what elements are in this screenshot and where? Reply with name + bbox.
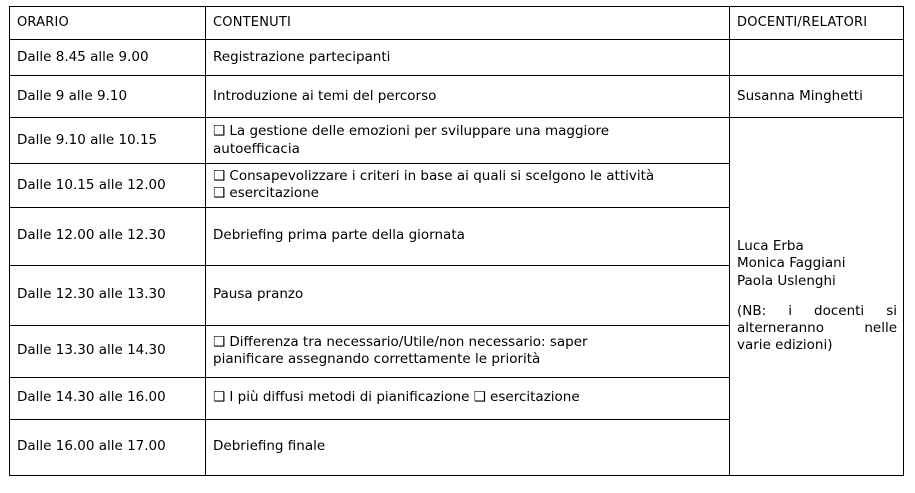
column-header-contenuti: CONTENUTI: [206, 7, 730, 40]
content-line: Debriefing finale: [213, 438, 326, 455]
cell-speaker-group: [730, 118, 904, 476]
cell-speaker-minghetti: Susanna Minghetti: [730, 76, 904, 118]
spacer: [737, 290, 897, 303]
table-header-row: [10, 7, 904, 40]
content-line: Introduzione ai temi del percorso: [213, 87, 437, 104]
speaker-note: (NB: i docenti si alterneranno nelle varie edizioni): [737, 302, 897, 354]
cell-content: [206, 419, 730, 475]
column-header-orario: ORARIO: [10, 7, 206, 40]
cell-time: Dalle 12.00 alle 12.30: [10, 207, 206, 265]
cell-time: Dalle 14.30 alle 16.00: [10, 377, 206, 419]
cell-content: [206, 325, 730, 377]
cell-content: [206, 265, 730, 325]
table-row: [10, 76, 904, 118]
cell-time: Dalle 9 alle 9.10: [10, 76, 206, 118]
content-line: ❑ esercitazione: [213, 185, 319, 202]
cell-content: [206, 76, 730, 118]
cell-time: Dalle 8.45 alle 9.00: [10, 40, 206, 76]
cell-time: Dalle 10.15 alle 12.00: [10, 164, 206, 208]
cell-content: [206, 377, 730, 419]
content-line: ❑ Differenza tra necessario/Utile/non necessario: saper: [213, 333, 588, 350]
cell-content: [206, 207, 730, 265]
content-line: pianificare assegnando correttamente le priorità: [213, 351, 541, 368]
content-line: ❑ Consapevolizzare i criteri in base ai quali si scelgono le attività: [213, 168, 655, 184]
schedule-table: [9, 6, 904, 476]
cell-time: Dalle 12.30 alle 13.30: [10, 265, 206, 325]
cell-content: [206, 118, 730, 164]
content-line: Registrazione partecipanti: [213, 48, 391, 65]
cell-time: Dalle 13.30 alle 14.30: [10, 325, 206, 377]
content-line: autoefficacia: [213, 140, 300, 157]
table-row: [10, 118, 904, 164]
cell-speaker-empty: [730, 40, 904, 76]
cell-time: Dalle 16.00 alle 17.00: [10, 419, 206, 475]
cell-time: Dalle 9.10 alle 10.15: [10, 118, 206, 164]
speaker-name: Monica Faggiani: [737, 255, 846, 272]
speaker-name: Paola Uslenghi: [737, 272, 836, 289]
speaker-name: Luca Erba: [737, 237, 804, 254]
cell-content: [206, 164, 730, 208]
content-line: ❑ La gestione delle emozioni per sviluppare una maggiore: [213, 123, 610, 140]
content-line: ❑ I più diffusi metodi di pianificazione ❑ esercitazione: [213, 389, 580, 406]
content-line: Debriefing prima parte della giornata: [213, 227, 465, 244]
table-row: [10, 40, 904, 76]
content-line: Pausa pranzo: [213, 286, 304, 303]
cell-content: [206, 40, 730, 76]
column-header-docenti: DOCENTI/RELATORI: [730, 7, 904, 40]
